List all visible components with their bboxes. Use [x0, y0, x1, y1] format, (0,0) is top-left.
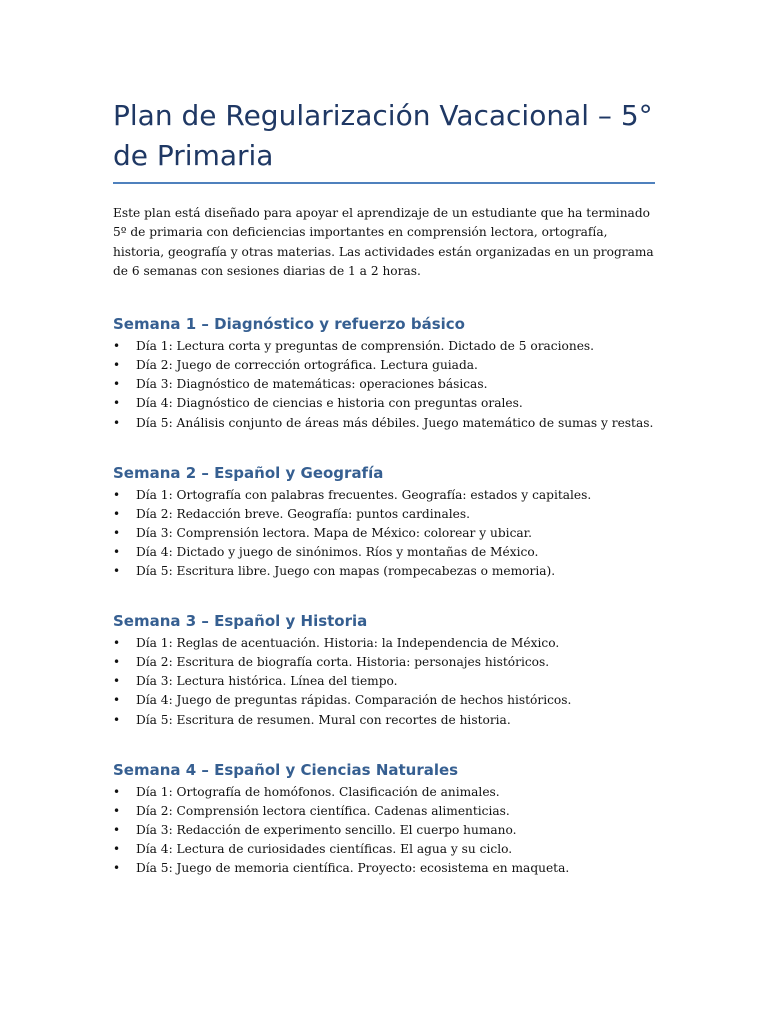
day-list [113, 486, 655, 581]
list-item [113, 505, 655, 524]
bullet-icon: • [113, 822, 121, 837]
list-item [113, 394, 655, 413]
bullet-icon: • [113, 803, 121, 818]
bullet-icon: • [113, 655, 121, 670]
day-activity-text: Día 3: Redacción de experimento sencillo. El cuerpo humano. [136, 822, 517, 837]
day-list [113, 337, 655, 432]
weeks-container [113, 313, 655, 878]
document-title: Plan de Regularización Vacacional – 5° de Primaria [113, 99, 653, 172]
day-activity-text: Día 4: Dictado y juego de sinónimos. Ríos y montañas de México. [136, 544, 539, 559]
day-activity-text: Día 5: Escritura de resumen. Mural con recortes de historia. [136, 712, 511, 727]
bullet-icon: • [113, 564, 121, 579]
list-item [113, 711, 655, 730]
list-item [113, 691, 655, 710]
week-heading: Semana 3 – Español y Historia [113, 612, 368, 631]
week-heading: Semana 1 – Diagnóstico y refuerzo básico [113, 315, 465, 334]
bullet-icon: • [113, 784, 121, 799]
bullet-icon: • [113, 415, 121, 430]
list-item [113, 783, 655, 802]
bullet-icon: • [113, 377, 121, 392]
day-activity-text: Día 5: Análisis conjunto de áreas más débiles. Juego matemático de sumas y restas. [136, 415, 654, 430]
day-activity-text: Día 5: Escritura libre. Juego con mapas (rompecabezas o memoria). [136, 564, 556, 579]
day-activity-text: Día 1: Ortografía de homófonos. Clasificación de animales. [136, 784, 500, 799]
list-item [113, 524, 655, 543]
bullet-icon: • [113, 358, 121, 373]
bullet-icon: • [113, 506, 121, 521]
document-page [113, 96, 655, 907]
week-section [113, 759, 655, 878]
title-divider [113, 182, 655, 184]
day-activity-text: Día 4: Juego de preguntas rápidas. Comparación de hechos históricos. [136, 693, 572, 708]
week-section [113, 610, 655, 729]
list-item [113, 802, 655, 821]
day-activity-text: Día 3: Diagnóstico de matemáticas: operaciones básicas. [136, 377, 488, 392]
list-item [113, 634, 655, 653]
day-activity-text: Día 2: Escritura de biografía corta. Historia: personajes históricos. [136, 655, 550, 670]
bullet-icon: • [113, 636, 121, 651]
day-activity-text: Día 1: Reglas de acentuación. Historia: la Independencia de México. [136, 636, 560, 651]
list-item [113, 375, 655, 394]
day-activity-text: Día 2: Juego de corrección ortográfica. Lectura guiada. [136, 358, 478, 373]
bullet-icon: • [113, 544, 121, 559]
day-activity-text: Día 1: Lectura corta y preguntas de comprensión. Dictado de 5 oraciones. [136, 339, 595, 354]
bullet-icon: • [113, 396, 121, 411]
day-activity-text: Día 4: Diagnóstico de ciencias e historia con preguntas orales. [136, 396, 523, 411]
list-item [113, 821, 655, 840]
list-item [113, 653, 655, 672]
day-activity-text: Día 4: Lectura de curiosidades científicas. El agua y su ciclo. [136, 841, 513, 856]
bullet-icon: • [113, 860, 121, 875]
bullet-icon: • [113, 693, 121, 708]
week-section [113, 313, 655, 432]
list-item [113, 543, 655, 562]
day-list [113, 634, 655, 729]
day-activity-text: Día 5: Juego de memoria científica. Proyecto: ecosistema en maqueta. [136, 860, 570, 875]
day-activity-text: Día 2: Comprensión lectora científica. Cadenas alimenticias. [136, 803, 510, 818]
list-item [113, 337, 655, 356]
list-item [113, 840, 655, 859]
day-activity-text: Día 2: Redacción breve. Geografía: puntos cardinales. [136, 506, 470, 521]
week-heading: Semana 4 – Español y Ciencias Naturales [113, 760, 459, 779]
bullet-icon: • [113, 487, 121, 502]
day-activity-text: Día 3: Comprensión lectora. Mapa de México: colorear y ubicar. [136, 525, 533, 540]
bullet-icon: • [113, 712, 121, 727]
day-list [113, 783, 655, 878]
week-heading: Semana 2 – Español y Geografía [113, 463, 384, 482]
list-item [113, 672, 655, 691]
bullet-icon: • [113, 339, 121, 354]
list-item [113, 414, 655, 433]
week-section [113, 462, 655, 581]
intro-paragraph: Este plan está diseñado para apoyar el aprendizaje de un estudiante que ha terminado 5º de primaria con deficiencias importantes en comprensión lectora, ortografía, historia, geografía y otras materias. Las actividades están organizadas en un programa de 6 semanas con sesiones diarias de 1 a 2 horas. [113, 206, 654, 278]
bullet-icon: • [113, 525, 121, 540]
list-item [113, 859, 655, 878]
bullet-icon: • [113, 841, 121, 856]
day-activity-text: Día 3: Lectura histórica. Línea del tiempo. [136, 674, 398, 689]
list-item [113, 486, 655, 505]
bullet-icon: • [113, 674, 121, 689]
list-item [113, 562, 655, 581]
list-item [113, 356, 655, 375]
day-activity-text: Día 1: Ortografía con palabras frecuentes. Geografía: estados y capitales. [136, 487, 592, 502]
